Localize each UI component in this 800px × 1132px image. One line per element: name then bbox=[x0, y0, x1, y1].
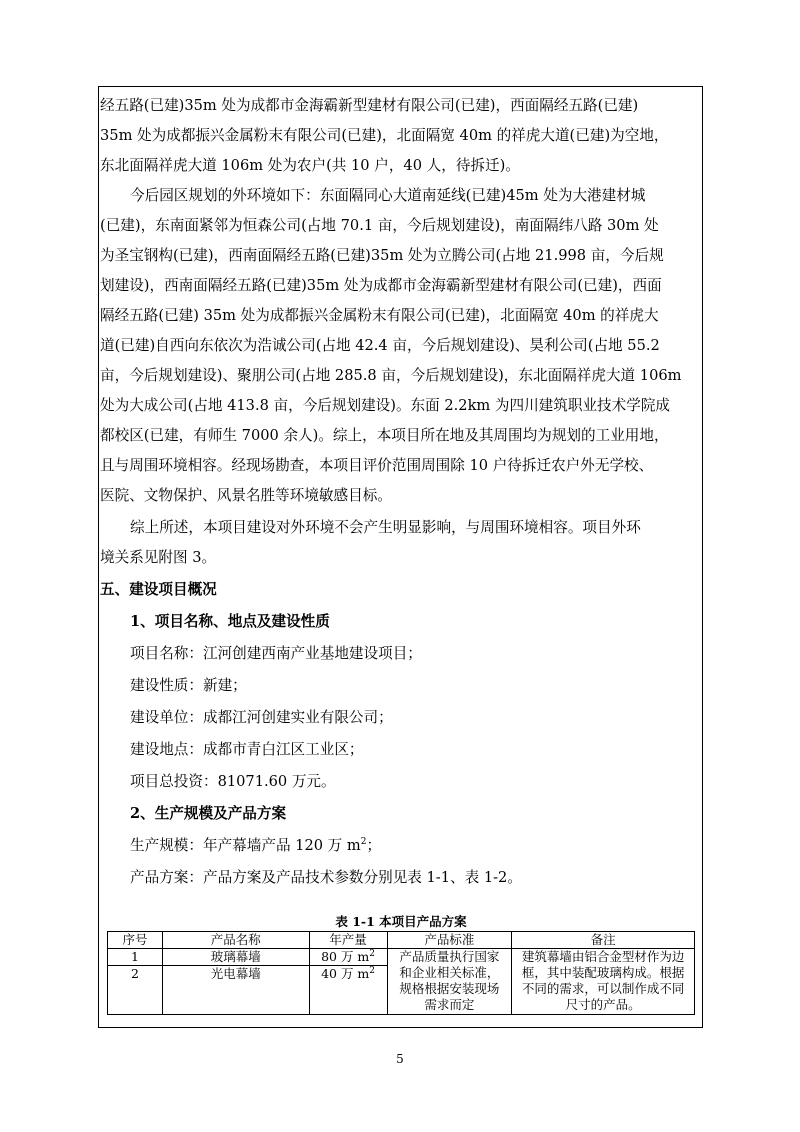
paragraph-line: 35m 处为成都振兴金属粉末有限公司(已建)，北面隔宽 40m 的祥虎大道(已建)为空地， bbox=[100, 127, 669, 144]
table-caption: 表 1-1 本项目产品方案 bbox=[335, 914, 467, 929]
subsection-heading: 2、生产规模及产品方案 bbox=[130, 805, 287, 822]
header-cell: 产品名称 bbox=[162, 932, 309, 949]
product-plan: 产品方案：产品方案及产品技术参数分别见表 1-1、表 1-2。 bbox=[130, 869, 522, 886]
cell-standard: 产品质量执行国家 和企业相关标准， 规格根据安装现场 需求而定 bbox=[387, 949, 512, 1015]
cell-no: 2 bbox=[108, 966, 163, 1015]
paragraph-line: 综上所述，本项目建设对外环境不会产生明显影响，与周围环境相容。项目外环 bbox=[130, 519, 641, 536]
paragraph-line: 亩，今后规划建设)、聚朋公司(占地 285.8 亩，今后规划建设)，东北面隔祥虎大道 106m bbox=[100, 367, 682, 384]
paragraph-line: 且与周围环境相容。经现场勘查，本项目评价范围周围除 10 户待拆迁农户外无学校、 bbox=[100, 457, 654, 474]
table-row bbox=[108, 949, 695, 966]
cell-output: 80 万 $m^2$ bbox=[309, 949, 387, 966]
cell-name: 玻璃幕墙 bbox=[162, 949, 309, 966]
paragraph-line: 道(已建)自西向东依次为浩诚公司(占地 42.4 亩，今后规划建设)、昊利公司(占地 55.2 bbox=[100, 337, 660, 354]
paragraph-line: 经五路(已建)35m 处为成都市金海霸新型建材有限公司(已建)，西面隔经五路(已建) bbox=[100, 97, 639, 114]
header-cell: 备注 bbox=[512, 932, 695, 949]
paragraph-line: 今后园区规划的外环境如下：东面隔同心大道南延线(已建)45m 处为大港建材城 bbox=[130, 187, 646, 204]
header-cell: 产品标准 bbox=[387, 932, 512, 949]
product-table bbox=[107, 931, 695, 1015]
item-project-name: 项目名称：江河创建西南产业基地建设项目； bbox=[130, 645, 422, 662]
paragraph-line: 东北面隔祥虎大道 106m 处为农户(共 10 户，40 人，待拆迁)。 bbox=[100, 157, 520, 174]
item-location: 建设地点：成都市青白江区工业区； bbox=[130, 741, 364, 758]
table-header-row bbox=[108, 932, 695, 949]
cell-remark: 建筑幕墙由铝合金型材作为边 框，其中装配玻璃构成。根据 不同的需求，可以制作成不同 尺寸的产品。 bbox=[512, 949, 695, 1015]
paragraph-line: (已建)，东南面紧邻为恒森公司(占地 70.1 亩，今后规划建设)，南面隔纬八路 30m 处 bbox=[100, 217, 659, 234]
cell-no: 1 bbox=[108, 949, 163, 966]
item-unit: 建设单位：成都江河创建实业有限公司； bbox=[130, 709, 393, 726]
header-cell: 序号 bbox=[108, 932, 163, 949]
production-scale: 生产规模：年产幕墙产品 120 万 $m^2$； bbox=[130, 837, 382, 854]
paragraph-line: 隔经五路(已建) 35m 处为成都振兴金属粉末有限公司(已建)，北面隔宽 40m 的祥虎大 bbox=[100, 307, 659, 324]
subsection-heading: 1、项目名称、地点及建设性质 bbox=[130, 613, 330, 630]
header-cell: 年产量 bbox=[309, 932, 387, 949]
item-nature: 建设性质：新建； bbox=[130, 677, 247, 694]
paragraph-line: 划建设)，西南面隔经五路(已建)35m 处为成都市金海霸新型建材有限公司(已建)，西面 bbox=[100, 277, 662, 294]
page-number: 5 bbox=[396, 1052, 404, 1066]
paragraph-line: 为圣宝钢构(已建)，西南面隔经五路(已建)35m 处为立腾公司(占地 21.998 亩，今后规 bbox=[100, 247, 664, 264]
section-heading: 五、建设项目概况 bbox=[100, 581, 217, 598]
item-investment: 项目总投资：81071.60 万元。 bbox=[130, 773, 336, 790]
cell-output: 40 万 $m^2$ bbox=[309, 966, 387, 1015]
paragraph-line: 境关系见附图 3。 bbox=[100, 549, 217, 566]
cell-name: 光电幕墙 bbox=[162, 966, 309, 1015]
paragraph-line: 都校区(已建，有师生 7000 余人)。综上，本项目所在地及其周围均为规划的工业用地， bbox=[100, 427, 669, 444]
paragraph-line: 医院、文物保护、风景名胜等环境敏感目标。 bbox=[100, 487, 392, 504]
paragraph-line: 处为大成公司(占地 413.8 亩，今后规划建设)。东面 2.2km 为四川建筑职业技术学院成 bbox=[100, 397, 671, 414]
